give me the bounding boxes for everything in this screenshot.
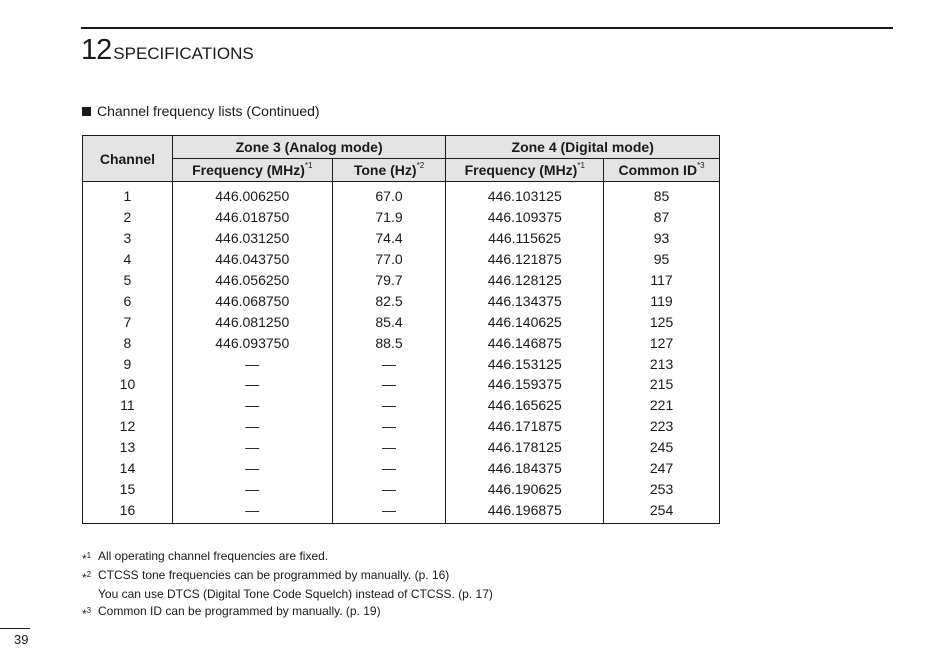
table-row (83, 332, 720, 353)
channel-frequency-table (82, 135, 720, 524)
header-zone4-frequency: Frequency (MHz)$^{*1}$ (446, 159, 604, 182)
cell-channel: 4 (83, 249, 173, 270)
footnote-3-text: Common ID can be programmed by manually. (p. 19) (98, 603, 381, 618)
page-number: 39 (14, 632, 29, 647)
cell-channel: 1 (83, 182, 173, 207)
cell-zone3-frequency: 446.031250 (172, 228, 332, 249)
cell-channel: 9 (83, 353, 173, 374)
cell-zone3-tone: 71.9 (332, 207, 446, 228)
cell-zone3-frequency: 446.068750 (172, 290, 332, 311)
cell-channel: 8 (83, 332, 173, 353)
cell-zone4-frequency: 446.103125 (446, 182, 604, 207)
cell-zone3-frequency: 446.093750 (172, 332, 332, 353)
cell-channel: 11 (83, 395, 173, 416)
cell-zone3-tone: — (332, 437, 446, 458)
cell-zone3-tone: 88.5 (332, 332, 446, 353)
cell-zone4-frequency: 446.178125 (446, 437, 604, 458)
table-row (83, 499, 720, 523)
cell-zone3-tone: 82.5 (332, 290, 446, 311)
cell-zone4-common-id: 87 (604, 207, 720, 228)
table-row (83, 228, 720, 249)
cell-zone3-frequency: — (172, 416, 332, 437)
cell-zone4-frequency: 446.184375 (446, 458, 604, 479)
cell-zone4-frequency: 446.121875 (446, 249, 604, 270)
cell-zone3-tone: — (332, 499, 446, 523)
cell-zone3-tone: — (332, 458, 446, 479)
cell-zone4-common-id: 245 (604, 437, 720, 458)
cell-zone3-tone: 85.4 (332, 311, 446, 332)
cell-channel: 12 (83, 416, 173, 437)
header-zone3-frequency: Frequency (MHz)$^{*1}$ (172, 159, 332, 182)
cell-zone3-frequency: 446.006250 (172, 182, 332, 207)
cell-channel: 5 (83, 270, 173, 291)
cell-zone4-frequency: 446.115625 (446, 228, 604, 249)
cell-zone3-tone: — (332, 416, 446, 437)
footnote-1-text: All operating channel frequencies are fixed. (98, 549, 329, 563)
footnote-3: *$^3$ Common ID can be programmed by manually. (p. 19) (82, 603, 381, 621)
cell-channel: 16 (83, 499, 173, 523)
cell-zone4-frequency: 446.171875 (446, 416, 604, 437)
cell-zone4-common-id: 117 (604, 270, 720, 291)
cell-zone4-common-id: 254 (604, 499, 720, 523)
cell-zone4-common-id: 223 (604, 416, 720, 437)
cell-channel: 14 (83, 458, 173, 479)
cell-zone3-frequency: — (172, 458, 332, 479)
table-row (83, 374, 720, 395)
cell-zone3-tone: 79.7 (332, 270, 446, 291)
cell-zone4-common-id: 85 (604, 182, 720, 207)
cell-zone3-frequency: — (172, 499, 332, 523)
cell-zone3-tone: 67.0 (332, 182, 446, 207)
cell-zone4-frequency: 446.109375 (446, 207, 604, 228)
cell-zone4-frequency: 446.196875 (446, 499, 604, 523)
table-row (83, 416, 720, 437)
footnote-ref: *1 (577, 161, 585, 170)
cell-zone3-frequency: — (172, 395, 332, 416)
table-row (83, 311, 720, 332)
cell-zone4-frequency: 446.190625 (446, 478, 604, 499)
chapter-number: 12 (81, 34, 112, 66)
cell-zone3-frequency: 446.018750 (172, 207, 332, 228)
footnote-mark-1: 1 (86, 551, 92, 560)
cell-zone4-common-id: 119 (604, 290, 720, 311)
chapter-heading (81, 36, 254, 65)
footnote-ref: *1 (304, 161, 313, 170)
footnote-mark-2: 2 (86, 570, 92, 580)
cell-zone4-frequency: 446.153125 (446, 353, 604, 374)
cell-zone4-frequency: 446.159375 (446, 374, 604, 395)
cell-zone3-tone: — (332, 353, 446, 374)
table-row (83, 290, 720, 311)
table-row (83, 270, 720, 291)
chapter-title: SPECIFICATIONS (113, 44, 254, 63)
cell-channel: 2 (83, 207, 173, 228)
table-row (83, 437, 720, 458)
cell-zone4-common-id: 213 (604, 353, 720, 374)
cell-zone3-frequency: 446.056250 (172, 270, 332, 291)
table-row (83, 249, 720, 270)
table-row (83, 458, 720, 479)
cell-zone4-common-id: 247 (604, 458, 720, 479)
cell-zone3-frequency: — (172, 374, 332, 395)
cell-channel: 10 (83, 374, 173, 395)
cell-zone4-frequency: 446.134375 (446, 290, 604, 311)
header-zone4: Zone 4 (Digital mode) (446, 136, 720, 159)
cell-channel: 3 (83, 228, 173, 249)
cell-channel: 13 (83, 437, 173, 458)
footnote-2-text: CTCSS tone frequencies can be programmed by manually. (p. 16) (98, 568, 450, 583)
cell-zone3-tone: — (332, 374, 446, 395)
cell-zone3-frequency: — (172, 353, 332, 374)
cell-channel: 7 (83, 311, 173, 332)
table-row (83, 395, 720, 416)
cell-zone4-common-id: 215 (604, 374, 720, 395)
cell-zone4-common-id: 253 (604, 478, 720, 499)
cell-zone4-common-id: 127 (604, 332, 720, 353)
cell-zone3-tone: — (332, 395, 446, 416)
cell-channel: 15 (83, 478, 173, 499)
section-heading-text: Channel frequency lists (Continued) (97, 103, 320, 119)
cell-zone3-frequency: — (172, 478, 332, 499)
header-channel: Channel (83, 136, 173, 182)
square-bullet-icon (82, 107, 91, 116)
table-row (83, 207, 720, 228)
cell-zone4-common-id: 93 (604, 228, 720, 249)
cell-zone4-frequency: 446.140625 (446, 311, 604, 332)
cell-zone4-frequency: 446.128125 (446, 270, 604, 291)
top-rule (81, 27, 893, 29)
footnotes (82, 548, 493, 622)
cell-zone4-common-id: 221 (604, 395, 720, 416)
cell-zone3-frequency: 446.043750 (172, 249, 332, 270)
cell-zone4-frequency: 446.146875 (446, 332, 604, 353)
footnote-1: *$^1$ All operating channel frequencies are fixed. (82, 549, 329, 566)
footnote-2-text-continued: You can use DTCS (Digital Tone Code Squelch) instead of CTCSS. (p. 17) (98, 587, 493, 602)
footnote-2: *$^2$ CTCSS tone frequencies can be programmed by manually. (p. 16) (82, 568, 450, 586)
cell-zone3-tone: 74.4 (332, 228, 446, 249)
bottom-rule (0, 628, 30, 629)
cell-zone4-frequency: 446.165625 (446, 395, 604, 416)
table-row (83, 182, 720, 207)
header-zone3-tone: Tone $(Hz)^{*2}$ (332, 159, 446, 182)
cell-zone3-frequency: 446.081250 (172, 311, 332, 332)
table-row (83, 478, 720, 499)
cell-zone4-common-id: 95 (604, 249, 720, 270)
cell-channel: 6 (83, 290, 173, 311)
cell-zone3-tone: 77.0 (332, 249, 446, 270)
cell-zone3-tone: — (332, 478, 446, 499)
cell-zone3-frequency: — (172, 437, 332, 458)
header-zone4-common-id: Common ID$^{*3}$ (604, 159, 720, 182)
header-zone3: Zone 3 (Analog mode) (172, 136, 445, 159)
footnote-mark-3: 3 (86, 605, 92, 615)
footnote-ref: *2 (416, 161, 425, 170)
table-row (83, 353, 720, 374)
footnote-ref: *3 (697, 161, 705, 170)
cell-zone4-common-id: 125 (604, 311, 720, 332)
section-heading (82, 103, 320, 119)
